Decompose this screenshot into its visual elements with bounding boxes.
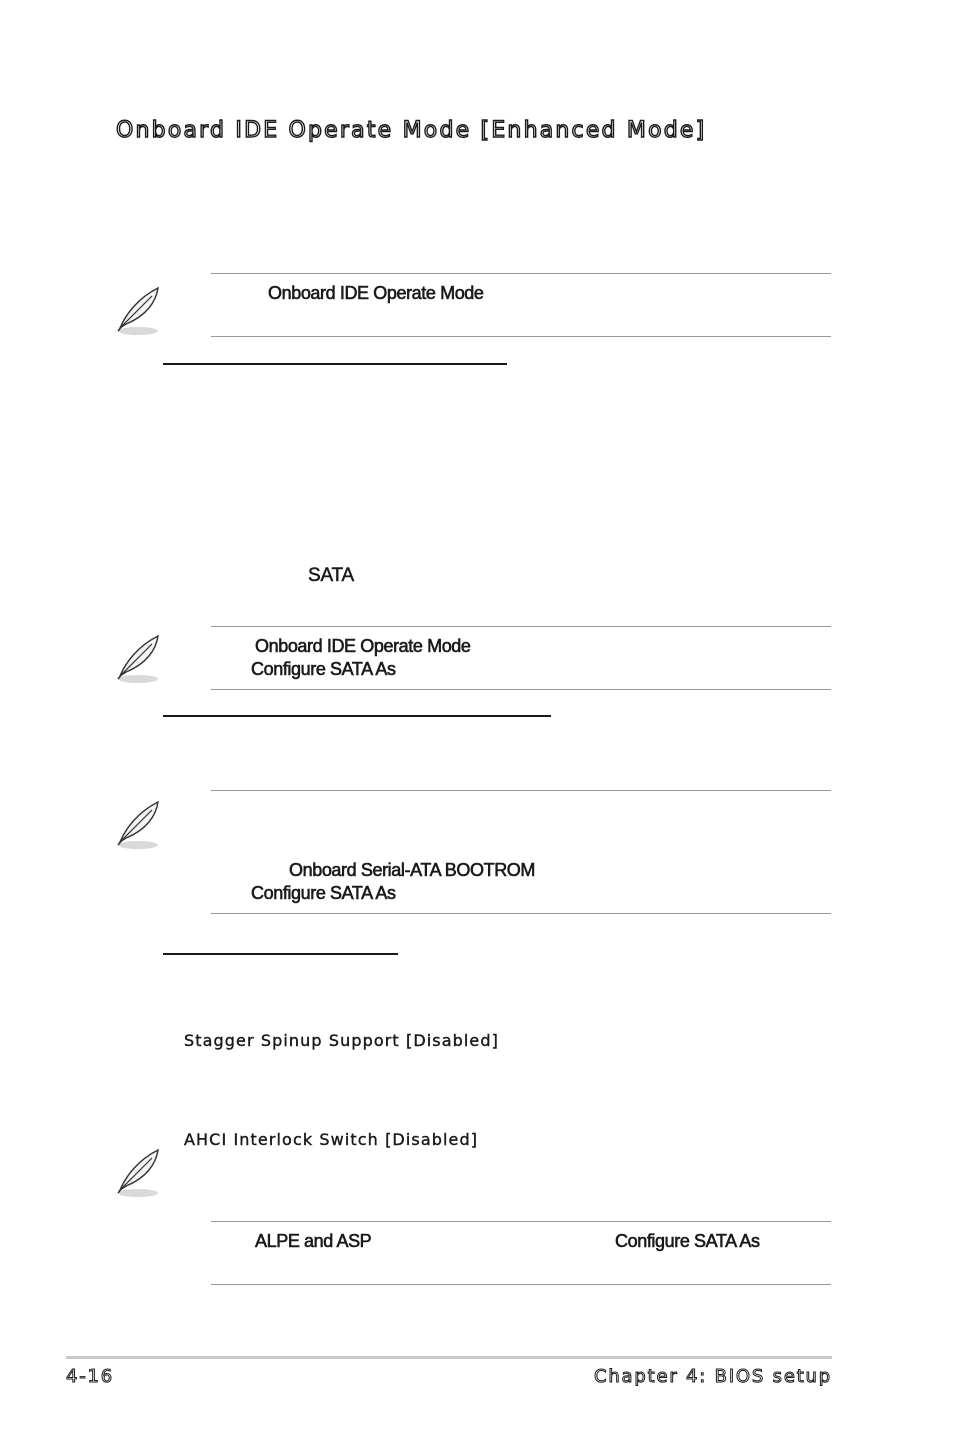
note3-line1: Onboard Serial-ATA BOOTROM	[289, 860, 536, 880]
note-bottom-rule	[211, 1284, 831, 1285]
note-bottom-rule	[211, 913, 831, 914]
note2-line1: Onboard IDE Operate Mode	[255, 636, 471, 656]
note-bottom-rule	[211, 336, 831, 337]
note-bottom-rule	[211, 689, 831, 690]
footer-rule	[66, 1356, 832, 1359]
note-top-rule	[211, 1221, 831, 1222]
note-top-rule	[211, 790, 831, 791]
note-top-rule	[211, 273, 831, 274]
note2-line2: Configure SATA As	[251, 659, 396, 679]
subsection-underline	[163, 363, 507, 365]
note1-text: Onboard IDE Operate Mode	[268, 283, 484, 303]
section-heading: Onboard IDE Operate Mode [Enhanced Mode]	[116, 118, 707, 143]
note3-line2: Configure SATA As	[251, 883, 396, 903]
note-top-rule	[211, 626, 831, 627]
sata-label: SATA	[308, 565, 355, 586]
feather-pen-icon	[112, 632, 164, 686]
stagger-spinup-item: Stagger Spinup Support [Disabled]	[184, 1031, 499, 1050]
ahci-interlock-item: AHCI Interlock Switch [Disabled]	[184, 1130, 479, 1149]
chapter-title: Chapter 4: BIOS setup	[593, 1366, 832, 1387]
feather-pen-icon	[112, 1146, 164, 1200]
feather-pen-icon	[112, 284, 164, 338]
subsection-underline	[163, 953, 398, 955]
note4-left: ALPE and ASP	[255, 1231, 372, 1251]
feather-pen-icon	[112, 798, 164, 852]
note4-right: Configure SATA As	[615, 1231, 760, 1251]
subsection-underline	[163, 715, 551, 717]
page-number: 4-16	[66, 1366, 115, 1387]
